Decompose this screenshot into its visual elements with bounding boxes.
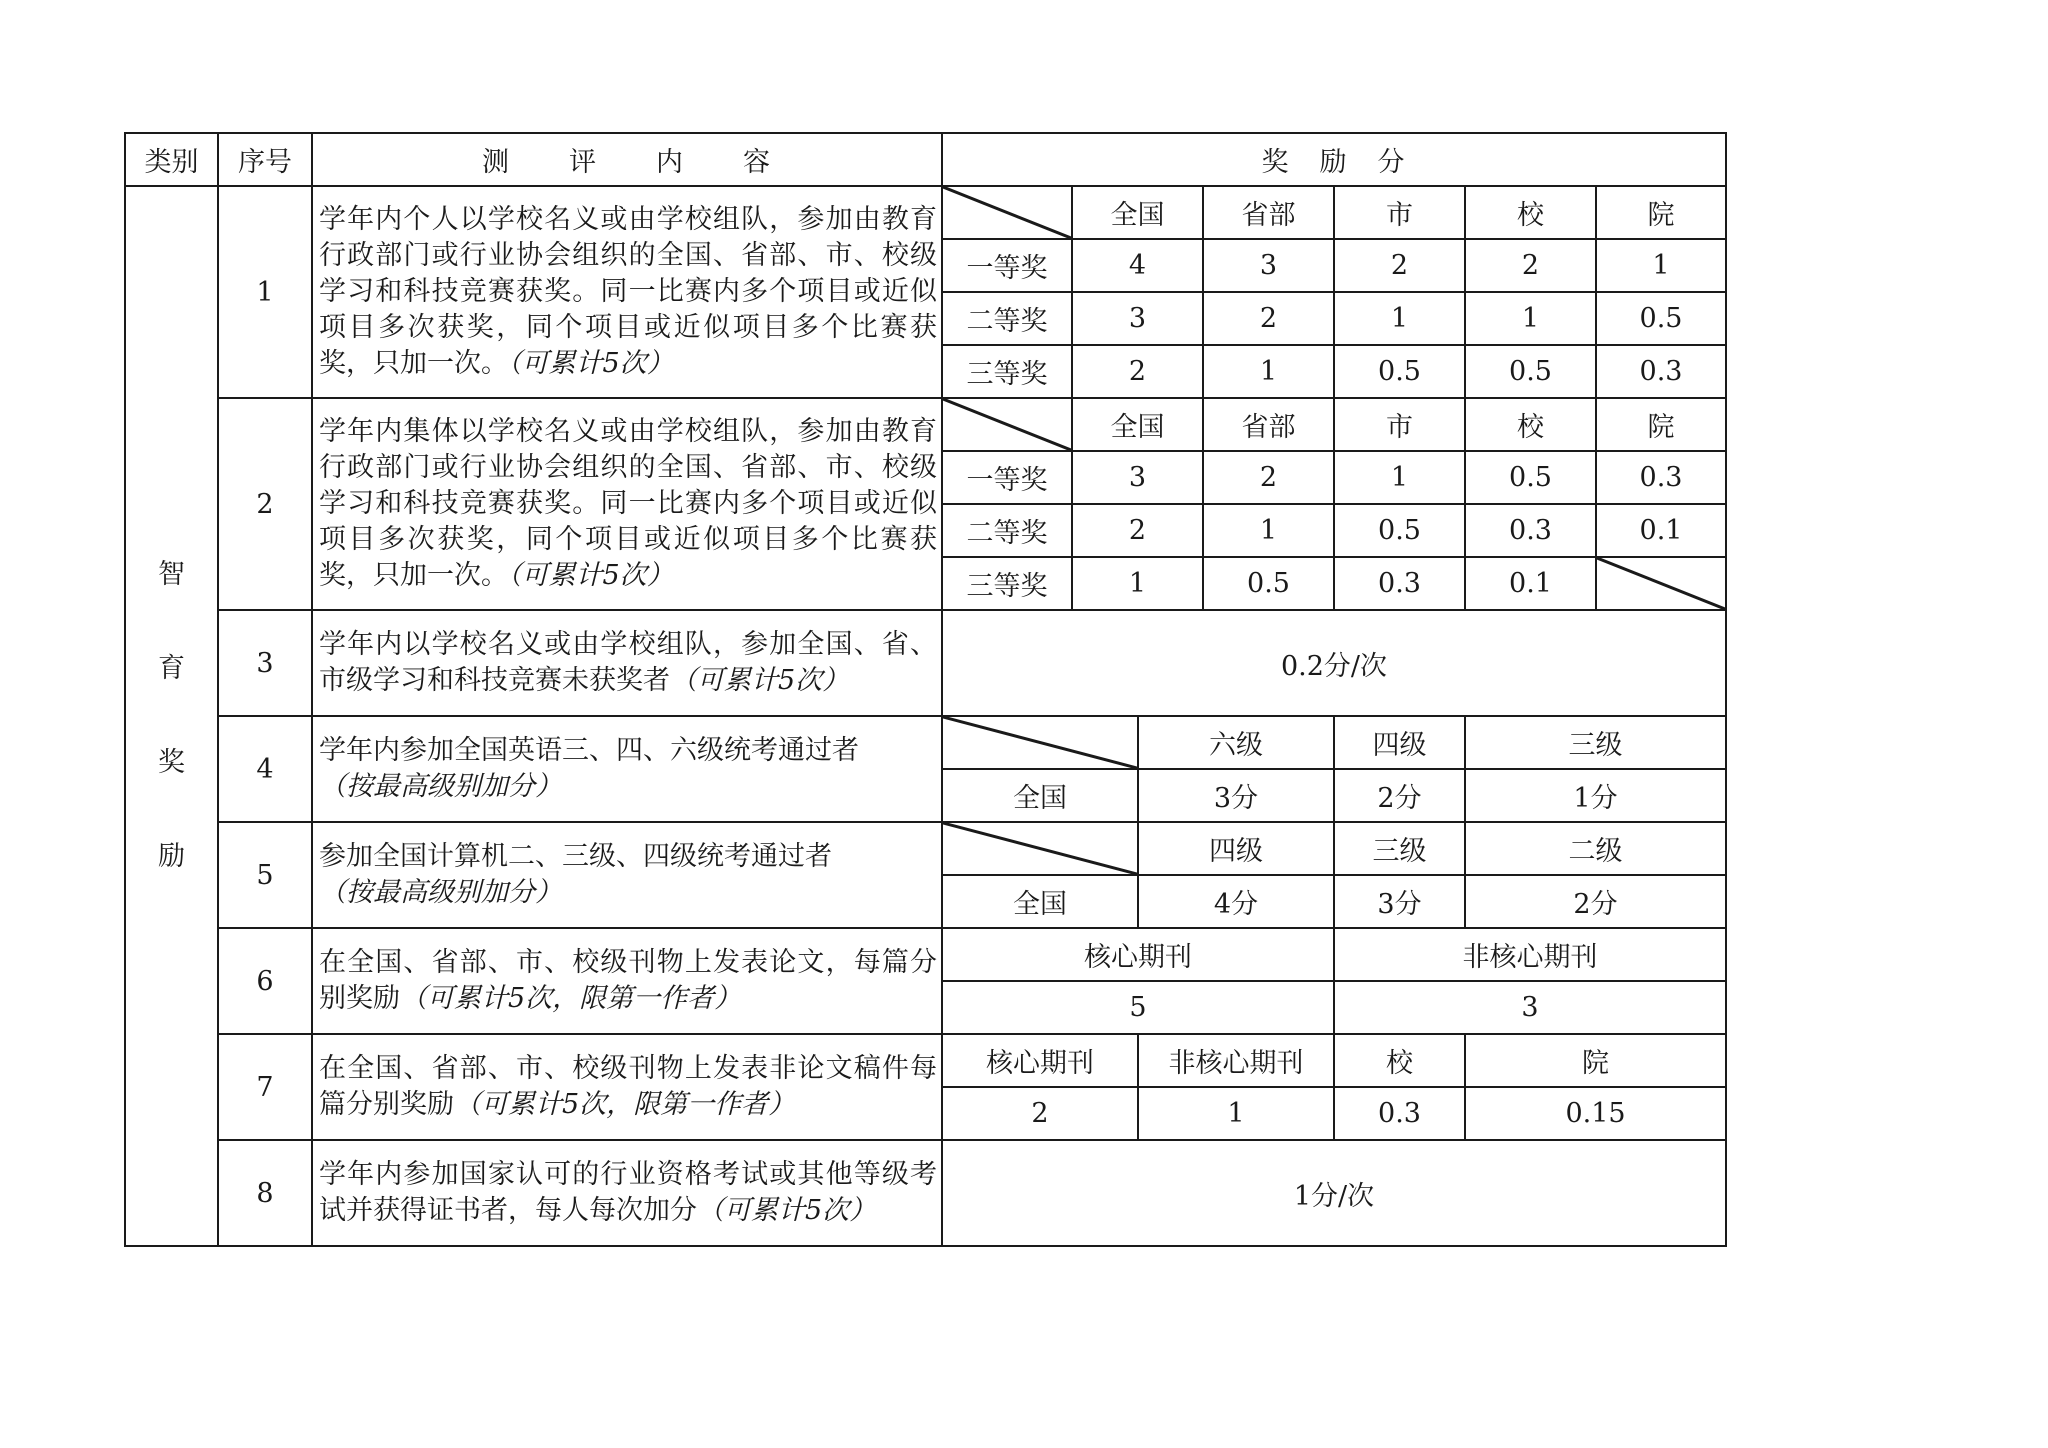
row-label: 全国 bbox=[942, 769, 1138, 822]
score-cell: 1 bbox=[1203, 504, 1334, 557]
item-1-level-row bbox=[125, 186, 1726, 239]
score-cell: 3分 bbox=[1138, 769, 1334, 822]
level-header: 市 bbox=[1334, 186, 1465, 239]
evaluation-table bbox=[124, 132, 1727, 1247]
item-4-level-row bbox=[125, 716, 1726, 769]
level-header: 二级 bbox=[1465, 822, 1726, 875]
level-header: 校 bbox=[1465, 398, 1596, 451]
header-seq: 序号 bbox=[218, 133, 312, 186]
category-char: 奖 bbox=[158, 747, 185, 778]
score-cell: 1分/次 bbox=[942, 1140, 1726, 1246]
prize-label: 三等奖 bbox=[942, 557, 1072, 610]
score-cell: 0.5 bbox=[1465, 451, 1596, 504]
item-seq: 5 bbox=[218, 822, 312, 928]
score-cell: 0.5 bbox=[1203, 557, 1334, 610]
score-cell: 0.3 bbox=[1334, 1087, 1465, 1140]
category-char: 智 bbox=[158, 559, 185, 590]
score-cell: 1分 bbox=[1465, 769, 1726, 822]
item-seq: 3 bbox=[218, 610, 312, 716]
level-header: 六级 bbox=[1138, 716, 1334, 769]
diagonal-cell bbox=[942, 716, 1138, 769]
item-description: 学年内集体以学校名义或由学校组队，参加由教育行政部门或行业协会组织的全国、省部、市、校级学习和科技竞赛获奖。同一比赛内多个项目或近似项目多次获奖，同个项目或近似项目多个比赛获奖，只加一次。（可累计5次） bbox=[312, 398, 942, 610]
item-seq: 2 bbox=[218, 398, 312, 610]
score-cell: 1 bbox=[1138, 1087, 1334, 1140]
score-cell: 2 bbox=[1203, 292, 1334, 345]
item-note: （可累计5次） bbox=[670, 665, 850, 696]
score-cell: 1 bbox=[1465, 292, 1596, 345]
score-cell: 3 bbox=[1203, 239, 1334, 292]
score-cell: 0.5 bbox=[1334, 345, 1465, 398]
category-char: 励 bbox=[158, 841, 185, 872]
diagonal-cell bbox=[942, 398, 1072, 451]
item-2-level-row bbox=[125, 398, 1726, 451]
score-cell: 0.3 bbox=[1596, 451, 1726, 504]
item-description: 在全国、省部、市、校级刊物上发表非论文稿件每篇分别奖励（可累计5次，限第一作者） bbox=[312, 1034, 942, 1140]
diagonal-cell bbox=[942, 822, 1138, 875]
item-3-row bbox=[125, 610, 1726, 663]
score-cell: 2 bbox=[1334, 239, 1465, 292]
score-cell: 0.3 bbox=[1596, 345, 1726, 398]
score-cell: 2 bbox=[1465, 239, 1596, 292]
item-note: （可累计5次） bbox=[697, 1195, 877, 1226]
item-description: 学年内参加全国英语三、四、六级统考通过者 （按最高级别加分） bbox=[312, 716, 942, 822]
level-header: 三级 bbox=[1334, 822, 1465, 875]
level-header: 市 bbox=[1334, 398, 1465, 451]
score-cell: 0.2分/次 bbox=[942, 610, 1726, 716]
item-note: （按最高级别加分） bbox=[319, 771, 562, 802]
level-header: 全国 bbox=[1072, 398, 1203, 451]
item-note: （可累计5次） bbox=[508, 560, 674, 591]
item-note: （按最高级别加分） bbox=[319, 877, 562, 908]
level-header: 省部 bbox=[1203, 186, 1334, 239]
score-cell: 1 bbox=[1596, 239, 1726, 292]
score-cell: 0.3 bbox=[1334, 557, 1465, 610]
item-description: 学年内参加国家认可的行业资格考试或其他等级考试并获得证书者，每人每次加分（可累计5次） bbox=[312, 1140, 942, 1246]
item-description: 学年内以学校名义或由学校组队，参加全国、省、市级学习和科技竞赛未获奖者（可累计5次） bbox=[312, 610, 942, 716]
level-header: 校 bbox=[1465, 186, 1596, 239]
level-header: 省部 bbox=[1203, 398, 1334, 451]
score-cell: 2分 bbox=[1334, 769, 1465, 822]
journal-header: 院 bbox=[1465, 1034, 1726, 1087]
score-cell: 1 bbox=[1334, 451, 1465, 504]
item-seq: 4 bbox=[218, 716, 312, 822]
score-cell: 1 bbox=[1203, 345, 1334, 398]
journal-header: 非核心期刊 bbox=[1334, 928, 1726, 981]
score-cell: 4 bbox=[1072, 239, 1203, 292]
score-cell: 3分 bbox=[1334, 875, 1465, 928]
item-7-header-row bbox=[125, 1034, 1726, 1087]
prize-label: 二等奖 bbox=[942, 504, 1072, 557]
score-cell: 1 bbox=[1072, 557, 1203, 610]
level-header: 三级 bbox=[1465, 716, 1726, 769]
diagonal-cell bbox=[1596, 557, 1726, 610]
item-description: 学年内个人以学校名义或由学校组队，参加由教育行政部门或行业协会组织的全国、省部、市、校级学习和科技竞赛获奖。同一比赛内多个项目或近似项目多次获奖，同个项目或近似项目多个比赛获奖，只加一次。（可累计5次） bbox=[312, 186, 942, 398]
item-description: 参加全国计算机二、三级、四级统考通过者 （按最高级别加分） bbox=[312, 822, 942, 928]
score-cell: 5 bbox=[942, 981, 1334, 1034]
score-cell: 0.15 bbox=[1465, 1087, 1726, 1140]
score-cell: 3 bbox=[1072, 451, 1203, 504]
score-cell: 3 bbox=[1072, 292, 1203, 345]
score-cell: 4分 bbox=[1138, 875, 1334, 928]
score-cell: 2 bbox=[1203, 451, 1334, 504]
score-cell: 2 bbox=[1072, 504, 1203, 557]
journal-header: 核心期刊 bbox=[942, 928, 1334, 981]
row-label: 全国 bbox=[942, 875, 1138, 928]
header-category: 类别 bbox=[125, 133, 218, 186]
header-reward: 奖 励 分 bbox=[942, 133, 1726, 186]
item-seq: 8 bbox=[218, 1140, 312, 1246]
journal-header: 非核心期刊 bbox=[1138, 1034, 1334, 1087]
item-5-level-row bbox=[125, 822, 1726, 875]
journal-header: 核心期刊 bbox=[942, 1034, 1138, 1087]
score-cell: 0.5 bbox=[1465, 345, 1596, 398]
score-cell: 0.5 bbox=[1334, 504, 1465, 557]
score-cell: 0.5 bbox=[1596, 292, 1726, 345]
item-note: （可累计5次，限第一作者） bbox=[454, 1089, 796, 1120]
score-cell: 2 bbox=[942, 1087, 1138, 1140]
level-header: 全国 bbox=[1072, 186, 1203, 239]
score-cell: 1 bbox=[1334, 292, 1465, 345]
item-8-row bbox=[125, 1140, 1726, 1193]
item-seq: 6 bbox=[218, 928, 312, 1034]
prize-label: 一等奖 bbox=[942, 451, 1072, 504]
item-note: （可累计5次，限第一作者） bbox=[400, 983, 742, 1014]
item-note: （可累计5次） bbox=[508, 348, 674, 379]
item-description: 在全国、省部、市、校级刊物上发表论文，每篇分别奖励（可累计5次，限第一作者） bbox=[312, 928, 942, 1034]
prize-label: 三等奖 bbox=[942, 345, 1072, 398]
level-header: 四级 bbox=[1138, 822, 1334, 875]
prize-label: 二等奖 bbox=[942, 292, 1072, 345]
item-seq: 1 bbox=[218, 186, 312, 398]
score-cell: 2分 bbox=[1465, 875, 1726, 928]
score-cell: 0.1 bbox=[1596, 504, 1726, 557]
score-cell: 2 bbox=[1072, 345, 1203, 398]
item-6-header-row bbox=[125, 928, 1726, 981]
item-seq: 7 bbox=[218, 1034, 312, 1140]
header-row bbox=[125, 133, 1726, 186]
score-cell: 0.3 bbox=[1465, 504, 1596, 557]
level-header: 院 bbox=[1596, 398, 1726, 451]
header-content: 测 评 内 容 bbox=[312, 133, 942, 186]
level-header: 院 bbox=[1596, 186, 1726, 239]
journal-header: 校 bbox=[1334, 1034, 1465, 1087]
category-cell bbox=[125, 186, 218, 1246]
score-cell: 3 bbox=[1334, 981, 1726, 1034]
diagonal-cell bbox=[942, 186, 1072, 239]
score-cell: 0.1 bbox=[1465, 557, 1596, 610]
category-char: 育 bbox=[158, 653, 185, 684]
level-header: 四级 bbox=[1334, 716, 1465, 769]
prize-label: 一等奖 bbox=[942, 239, 1072, 292]
